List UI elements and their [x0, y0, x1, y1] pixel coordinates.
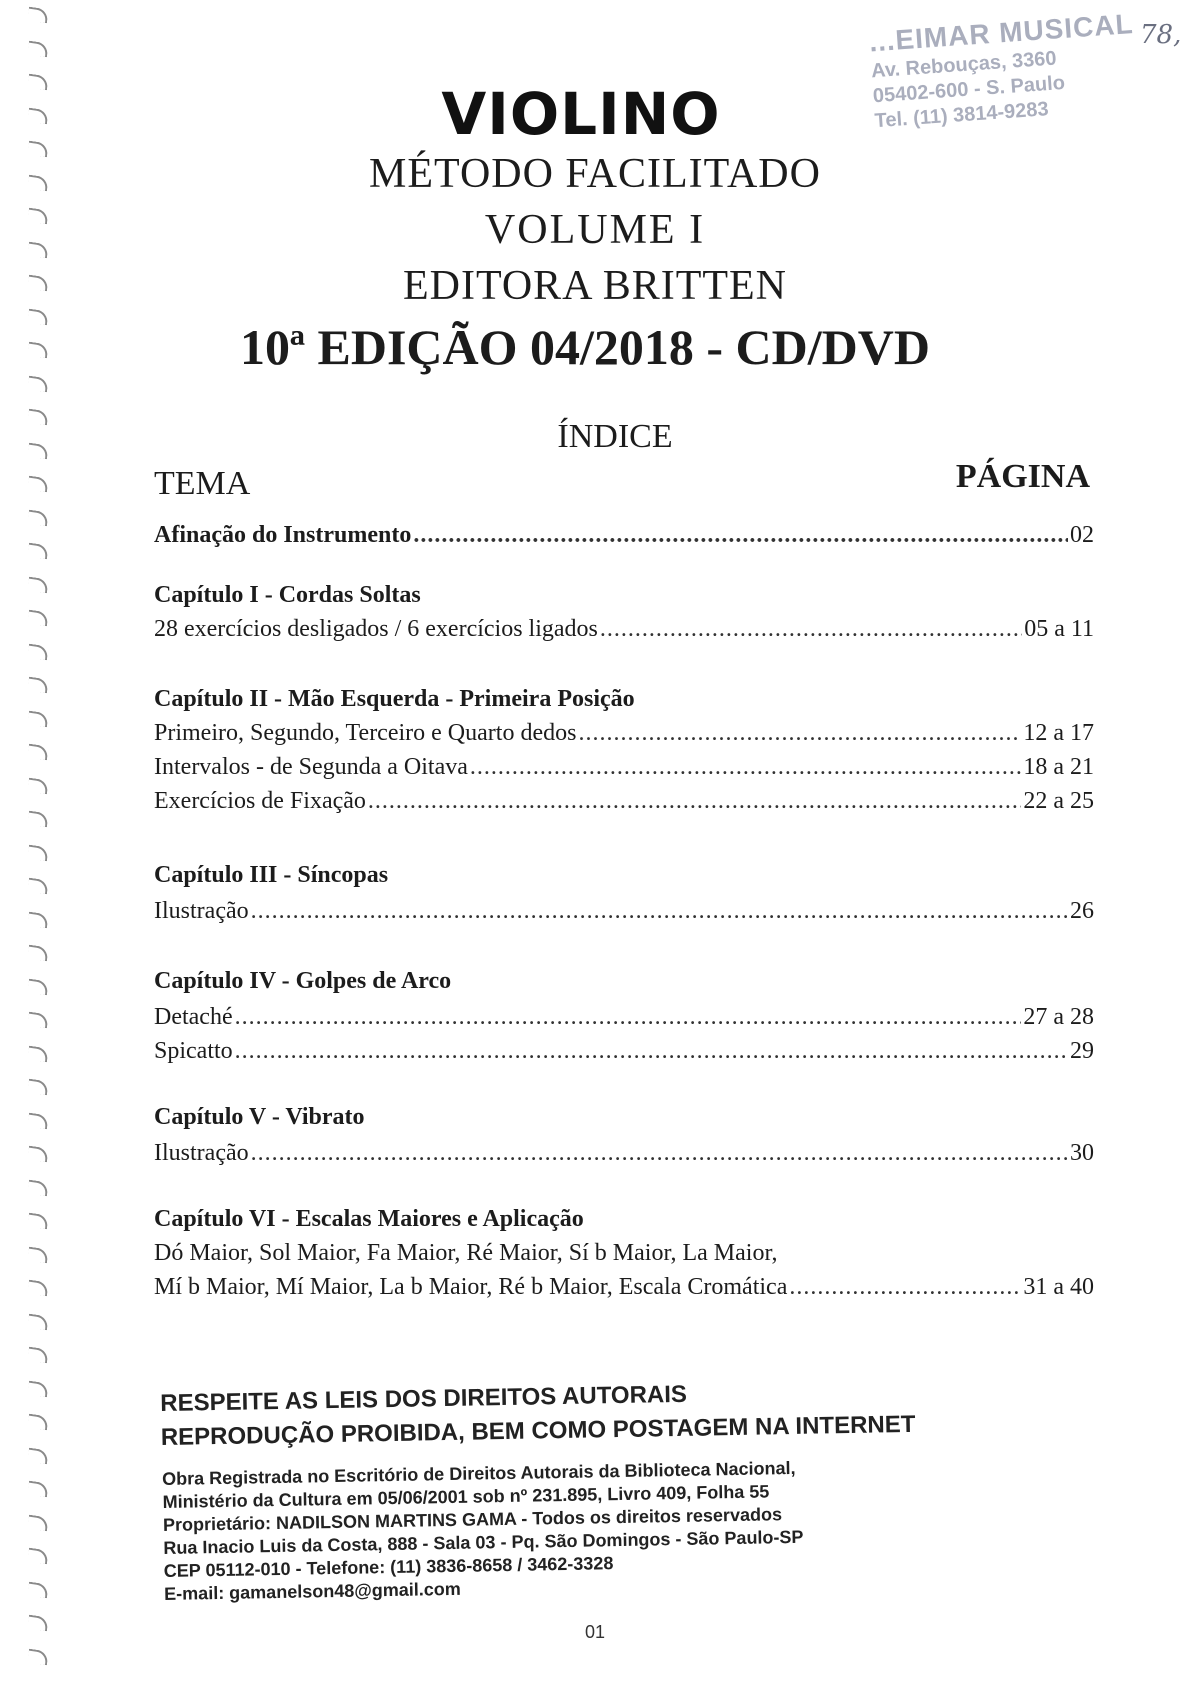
page-number: 01 [584, 1622, 606, 1642]
registration-line-5: CEP 05112-010 - Telefone: (11) 3836-8658 / 3462-3328 [163, 1553, 614, 1581]
toc-entry-label: Intervalos - de Segunda a Oitava [154, 754, 468, 780]
binding-ring [27, 1380, 49, 1397]
binding-ring [27, 1012, 49, 1029]
copyright-notice [160, 1377, 916, 1458]
registration-info [162, 1457, 804, 1606]
toc-entry-label: Ilustração [154, 898, 249, 924]
binding-ring [27, 1447, 49, 1464]
stamp-line-2: Av. Rebouças, 3360 [870, 47, 1058, 83]
toc-entry [154, 1274, 1094, 1301]
notice-line-1: RESPEITE AS LEIS DOS DIREITOS AUTORAIS [160, 1380, 688, 1417]
dot-leader [235, 1004, 1022, 1031]
column-header-topic: TEMA [154, 465, 251, 502]
binding-ring [27, 911, 49, 928]
binding-ring [27, 1079, 49, 1096]
index-heading: ÍNDICE [557, 418, 673, 455]
dot-leader [251, 898, 1068, 925]
dot-leader [789, 1274, 1021, 1301]
toc-entry [154, 788, 1094, 815]
registration-line-6: E-mail: gamanelson48@gmail.com [164, 1578, 461, 1604]
toc-entry-page: 05 a 11 [1024, 616, 1094, 642]
binding-ring [27, 744, 49, 761]
binding-ring [27, 1280, 49, 1297]
stamp-line-3: 05402-600 - S. Paulo [872, 71, 1066, 108]
binding-ring [27, 945, 49, 962]
dot-leader [368, 788, 1021, 815]
binding-ring [27, 1548, 49, 1565]
binding-ring [27, 7, 49, 24]
dot-leader [413, 522, 1068, 549]
binding-ring [27, 1514, 49, 1531]
subtitle-method: MÉTODO FACILITADO [369, 151, 821, 197]
binding-ring [27, 643, 49, 660]
binding-ring [27, 1481, 49, 1498]
dot-leader [251, 1140, 1068, 1167]
binding-ring [27, 777, 49, 794]
subtitle-publisher: EDITORA BRITTEN [402, 263, 788, 309]
toc-entry [154, 754, 1094, 781]
toc-entry-page: 30 [1070, 1140, 1094, 1166]
scales-list-line: Dó Maior, Sol Maior, Fa Maior, Ré Maior, Sí b Maior, La Maior, [154, 1240, 778, 1266]
notice-line-2: REPRODUÇÃO PROIBIDA, BEM COMO POSTAGEM NA INTERNET [160, 1410, 916, 1451]
binding-ring [27, 543, 49, 560]
column-header-page: PÁGINA [955, 458, 1090, 495]
binding-ring [27, 476, 49, 493]
binding-ring [27, 1581, 49, 1598]
toc-entry-label: Afinação do Instrumento [154, 522, 412, 548]
registration-line-3: Proprietário: NADILSON MARTINS GAMA - Todos os direitos reservados [162, 1504, 783, 1535]
binding-ring [27, 710, 49, 727]
stamp-line-4: Tel. (11) 3814-9283 [873, 98, 1050, 133]
toc-entry-page: 26 [1070, 898, 1094, 924]
binding-ring [27, 1045, 49, 1062]
toc-entry [154, 1004, 1094, 1031]
toc-entry-page: 22 a 25 [1023, 788, 1094, 814]
binding-ring [27, 1347, 49, 1364]
toc-entry-page: 31 a 40 [1023, 1274, 1094, 1300]
dot-leader [470, 754, 1021, 781]
chapter-title: Capítulo I - Cordas Soltas [154, 582, 421, 608]
dot-leader [578, 720, 1021, 747]
registration-line-4: Rua Inacio Luis da Costa, 888 - Sala 03 - Pq. São Domingos - São Paulo-SP [163, 1526, 804, 1558]
toc-entry [154, 1140, 1094, 1167]
chapter-title: Capítulo VI - Escalas Maiores e Aplicação [154, 1206, 584, 1232]
registration-line-1: Obra Registrada no Escritório de Direitos Autorais da Biblioteca Nacional, [162, 1457, 796, 1489]
binding-ring [27, 40, 49, 57]
binding-ring [27, 811, 49, 828]
binding-ring [27, 610, 49, 627]
toc-entry-page: 18 a 21 [1023, 754, 1094, 780]
binding-ring [27, 978, 49, 995]
stamp-line-1: ...EIMAR MUSICAL [868, 8, 1135, 58]
binding-ring [27, 1246, 49, 1263]
subtitle-volume: VOLUME I [484, 207, 706, 253]
toc-entry [154, 1038, 1094, 1065]
toc-entry-label: 28 exercícios desligados / 6 exercícios ligados [154, 616, 598, 642]
binding-ring [27, 1648, 49, 1665]
binding-ring [27, 1414, 49, 1431]
toc-entry-label: Detaché [154, 1004, 233, 1030]
toc-entry [154, 616, 1094, 643]
binding-ring [27, 576, 49, 593]
toc-entry-label: Mí b Maior, Mí Maior, La b Maior, Ré b Maior, Escala Cromática [154, 1274, 788, 1300]
binding-ring [27, 1313, 49, 1330]
toc-entry-page: 27 a 28 [1023, 1004, 1094, 1030]
binding-ring [27, 1146, 49, 1163]
dot-leader [600, 616, 1022, 643]
subtitle-edition: 10ª EDIÇÃO 04/2018 - CD/DVD [240, 319, 930, 375]
toc-entry [154, 898, 1094, 925]
binding-ring [27, 1112, 49, 1129]
toc-entry-page: 12 a 17 [1023, 720, 1094, 746]
toc-entry-label: Primeiro, Segundo, Terceiro e Quarto dedos [154, 720, 577, 746]
document-title: VIOLINO [441, 80, 721, 148]
binding-ring [27, 1213, 49, 1230]
toc-entry-page: 29 [1070, 1038, 1094, 1064]
registration-line-2: Ministério da Cultura em 05/06/2001 sob nº 231.895, Livro 409, Folha 55 [162, 1481, 770, 1512]
handwritten-note: 78, [1140, 20, 1182, 50]
toc-entry-label: Spicatto [154, 1038, 233, 1064]
toc-entry-label: Ilustração [154, 1140, 249, 1166]
binding-ring [27, 375, 49, 392]
dot-leader [235, 1038, 1068, 1065]
toc-entry-page: 02 [1070, 522, 1094, 548]
binding-ring [27, 878, 49, 895]
toc-entry [154, 522, 1094, 549]
chapter-title: Capítulo III - Síncopas [154, 862, 389, 888]
binding-ring [27, 509, 49, 526]
binding-ring [27, 677, 49, 694]
toc-entry-label: Exercícios de Fixação [154, 788, 366, 814]
chapter-title: Capítulo II - Mão Esquerda - Primeira Posição [154, 686, 635, 712]
chapter-title: Capítulo V - Vibrato [154, 1104, 365, 1130]
toc-entry [154, 720, 1094, 747]
binding-ring [27, 1179, 49, 1196]
chapter-title: Capítulo IV - Golpes de Arco [154, 968, 452, 994]
binding-ring [27, 844, 49, 861]
